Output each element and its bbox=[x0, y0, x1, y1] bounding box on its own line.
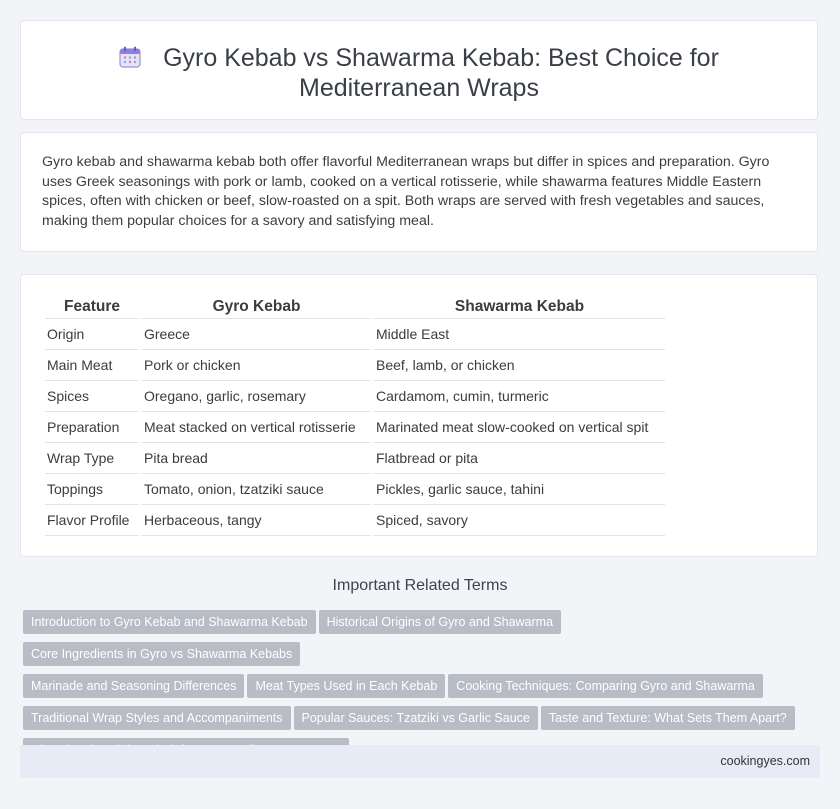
related-terms-heading: Important Related Terms bbox=[332, 577, 508, 594]
row-shawarma: Pickles, garlic sauce, tahini bbox=[374, 474, 665, 505]
row-gyro: Pita bread bbox=[142, 443, 371, 474]
header-gyro-kebab: Gyro Kebab bbox=[142, 295, 371, 319]
table-row bbox=[45, 474, 665, 505]
table-row bbox=[45, 412, 665, 443]
row-shawarma: Beef, lamb, or chicken bbox=[374, 350, 665, 381]
table-row bbox=[45, 443, 665, 474]
table-row bbox=[45, 505, 665, 536]
row-gyro: Greece bbox=[142, 319, 371, 350]
table-row bbox=[45, 319, 665, 350]
row-gyro: Oregano, garlic, rosemary bbox=[142, 381, 371, 412]
row-feature: Toppings bbox=[45, 474, 139, 505]
footer-site-link[interactable]: cookingyes.com bbox=[720, 754, 810, 768]
page-title-text: Gyro Kebab vs Shawarma Kebab: Best Choice for Mediterranean Wraps bbox=[163, 44, 719, 102]
footer bbox=[20, 745, 820, 778]
related-term-tag[interactable]: Traditional Wrap Styles and Accompaniments bbox=[23, 706, 291, 730]
intro-card bbox=[20, 132, 818, 252]
row-feature: Preparation bbox=[45, 412, 139, 443]
table-row bbox=[45, 381, 665, 412]
row-shawarma: Middle East bbox=[374, 319, 665, 350]
related-term-tag[interactable]: Cooking Techniques: Comparing Gyro and Shawarma bbox=[448, 674, 763, 698]
header-feature: Feature bbox=[45, 295, 139, 319]
row-shawarma: Spiced, savory bbox=[374, 505, 665, 536]
related-term-tag[interactable]: Meat Types Used in Each Kebab bbox=[247, 674, 445, 698]
comparison-table bbox=[42, 295, 668, 536]
comparison-card bbox=[20, 274, 818, 557]
title-card bbox=[20, 20, 818, 120]
row-shawarma: Marinated meat slow-cooked on vertical spit bbox=[374, 412, 665, 443]
related-term-tag[interactable]: Introduction to Gyro Kebab and Shawarma Kebab bbox=[23, 610, 316, 634]
header-shawarma-kebab: Shawarma Kebab bbox=[374, 295, 665, 319]
row-feature: Flavor Profile bbox=[45, 505, 139, 536]
page-title bbox=[21, 43, 817, 103]
related-term-tag[interactable]: Popular Sauces: Tzatziki vs Garlic Sauce bbox=[294, 706, 538, 730]
related-term-tag[interactable]: Taste and Texture: What Sets Them Apart? bbox=[541, 706, 795, 730]
row-gyro: Meat stacked on vertical rotisserie bbox=[142, 412, 371, 443]
row-feature: Spices bbox=[45, 381, 139, 412]
intro-paragraph: Gyro kebab and shawarma kebab both offer flavorful Mediterranean wraps but differ in spices and preparation. Gyro uses Greek seasonings with pork or lamb, cooked on a vertical rotisserie, while shawarma features Middle Eastern spices, often with chicken or beef, slow-roasted on a spit. Both wraps are served with fresh vegetables and sauces, making them popular choices for a savory and satisfying meal. bbox=[42, 154, 770, 229]
related-term-tag[interactable]: Historical Origins of Gyro and Shawarma bbox=[319, 610, 561, 634]
table-header-row bbox=[45, 295, 665, 319]
row-feature: Origin bbox=[45, 319, 139, 350]
related-term-tag[interactable]: Core Ingredients in Gyro vs Shawarma Kebabs bbox=[23, 642, 300, 666]
row-gyro: Pork or chicken bbox=[142, 350, 371, 381]
related-term-tag[interactable]: Marinade and Seasoning Differences bbox=[23, 674, 244, 698]
table-row bbox=[45, 350, 665, 381]
calendar-icon bbox=[119, 46, 141, 68]
row-feature: Wrap Type bbox=[45, 443, 139, 474]
row-gyro: Herbaceous, tangy bbox=[142, 505, 371, 536]
row-shawarma: Flatbread or pita bbox=[374, 443, 665, 474]
row-feature: Main Meat bbox=[45, 350, 139, 381]
row-gyro: Tomato, onion, tzatziki sauce bbox=[142, 474, 371, 505]
row-shawarma: Cardamom, cumin, turmeric bbox=[374, 381, 665, 412]
